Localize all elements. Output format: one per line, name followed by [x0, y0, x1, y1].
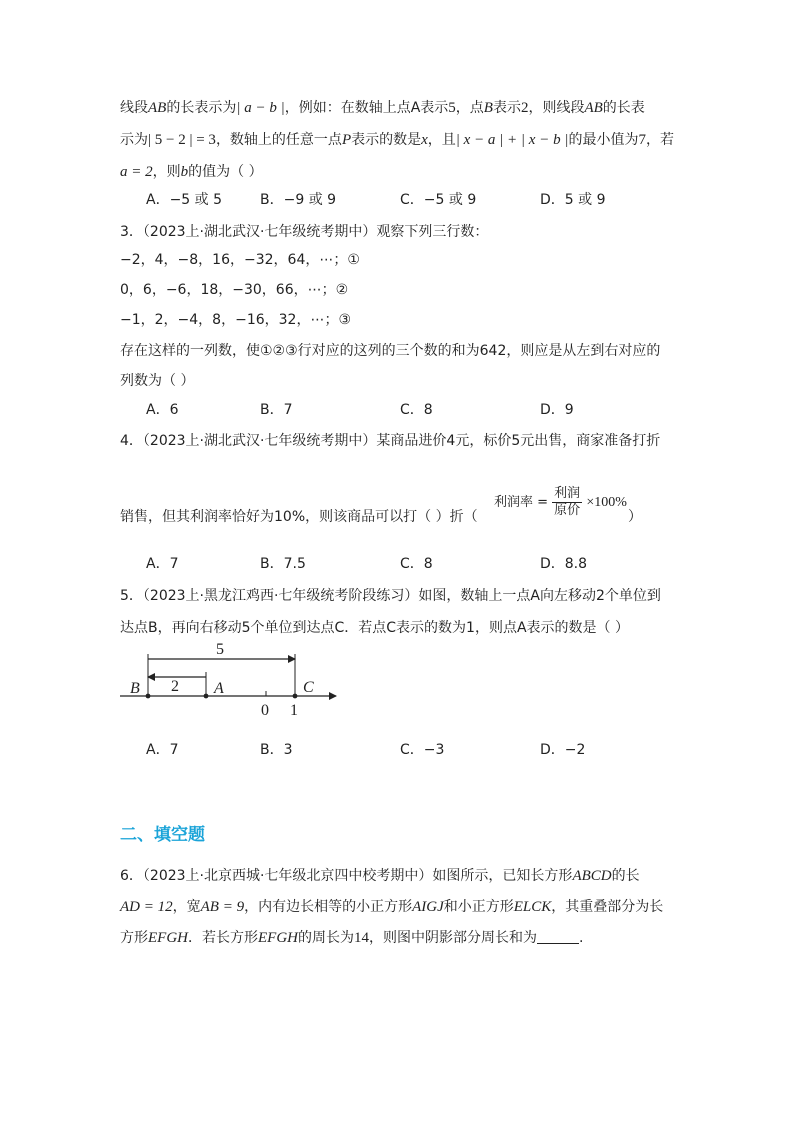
q2-line-2: 示为| 5 − 2 | = 3，数轴上的任意一点P表示的数是x，且| x − a | + | x − b |的最小值为7，若 — [120, 132, 674, 148]
q3-option-a[interactable]: A．6 — [146, 402, 179, 418]
q4-options — [146, 554, 706, 574]
q3-row-1: −2，4，−8，16，−32，64，⋯；① — [120, 252, 360, 268]
q4-option-a[interactable]: A．7 — [146, 556, 179, 572]
q2-option-a[interactable]: A．−5 或 5 — [146, 192, 223, 208]
label-point-c: C — [303, 679, 314, 696]
number-line-figure — [118, 640, 348, 720]
q4-line-2: 销售，但其利润率恰好为10%，则该商品可以打（ ）折（ — [120, 509, 478, 525]
q3-question-line-1: 存在这样的一列数，使①②③行对应的这列的三个数的和为642，则应是从左到右对应的 — [120, 343, 661, 359]
label-point-a: A — [214, 680, 224, 697]
q3-question-line-2: 列数为（ ） — [120, 373, 195, 389]
point-a — [204, 694, 209, 699]
q6-line-1: 6．（2023上·北京西城·七年级北京四中校考期中）如图所示，已知长方形ABCD的长 — [120, 868, 640, 884]
profit-rate-formula: 利润率 = $\frac{\text{利润}}{\text{原价}}$ ×100% — [494, 486, 627, 518]
q3-row-2: 0，6，−6，18，−30，66，⋯；② — [120, 282, 349, 298]
q5-option-d[interactable]: D．−2 — [540, 742, 586, 758]
tick-label-zero: 0 — [261, 702, 269, 719]
formula-fraction: $\frac{\text{利润}}{\text{原价}}$ — [554, 486, 581, 518]
q4-line-2-end: ） — [628, 509, 642, 525]
label-point-b: B — [130, 680, 140, 697]
q4-stem: 4．（2023上·湖北武汉·七年级统考期中）某商品进价4元，标价5元出售，商家准备打折 — [120, 433, 661, 449]
q3-option-b[interactable]: B．7 — [260, 402, 293, 418]
q2-options — [146, 190, 706, 210]
q2-line-3: a = 2，则b的值为（ ） — [120, 164, 263, 180]
answer-blank[interactable] — [537, 929, 579, 944]
q3-row-3: −1，2，−4，8，−16，32，⋯；③ — [120, 312, 351, 328]
label-two: 2 — [171, 678, 179, 695]
q2-line-1: 线段AB的长表示为| a − b |，例如：在数轴上点A表示5，点B表示2，则线段AB的长表 — [120, 100, 645, 116]
q4-option-b[interactable]: B．7.5 — [260, 556, 306, 572]
tick-label-one: 1 — [290, 702, 298, 719]
q4-option-d[interactable]: D．8.8 — [540, 556, 588, 572]
q5-option-a[interactable]: A．7 — [146, 742, 179, 758]
q3-stem: 3．（2023上·湖北武汉·七年级统考期中）观察下列三行数： — [120, 224, 489, 240]
q3-option-d[interactable]: D．9 — [540, 402, 574, 418]
q5-option-c[interactable]: C．−3 — [400, 742, 445, 758]
q5-line-2: 达点B，再向右移动5个单位到达点C．若点C表示的数为1，则点A表示的数是（ ） — [120, 620, 629, 636]
q5-stem: 5．（2023上·黑龙江鸡西·七年级统考阶段练习）如图，数轴上一点A向左移动2个单位到 — [120, 588, 661, 604]
q3-option-c[interactable]: C．8 — [400, 402, 433, 418]
q4-option-c[interactable]: C．8 — [400, 556, 433, 572]
q3-options — [146, 400, 706, 420]
q2-option-d[interactable]: D．5 或 9 — [540, 192, 606, 208]
q6-line-2: AD = 12，宽AB = 9，内有边长相等的小正方形AIGJ和小正方形ELCK，其重叠部分为长 — [120, 899, 664, 915]
point-b — [146, 694, 151, 699]
label-five: 5 — [216, 641, 224, 658]
q2-option-c[interactable]: C．−5 或 9 — [400, 192, 477, 208]
section-title-fill-in: 二、填空题 — [120, 825, 205, 845]
q5-options — [146, 740, 706, 760]
q6-line-3: 方形EFGH．若长方形EFGH的周长为14，则图中阴影部分周长和为 . — [120, 930, 584, 946]
q2-option-b[interactable]: B．−9 或 9 — [260, 192, 337, 208]
q5-option-b[interactable]: B．3 — [260, 742, 293, 758]
point-c — [293, 694, 298, 699]
